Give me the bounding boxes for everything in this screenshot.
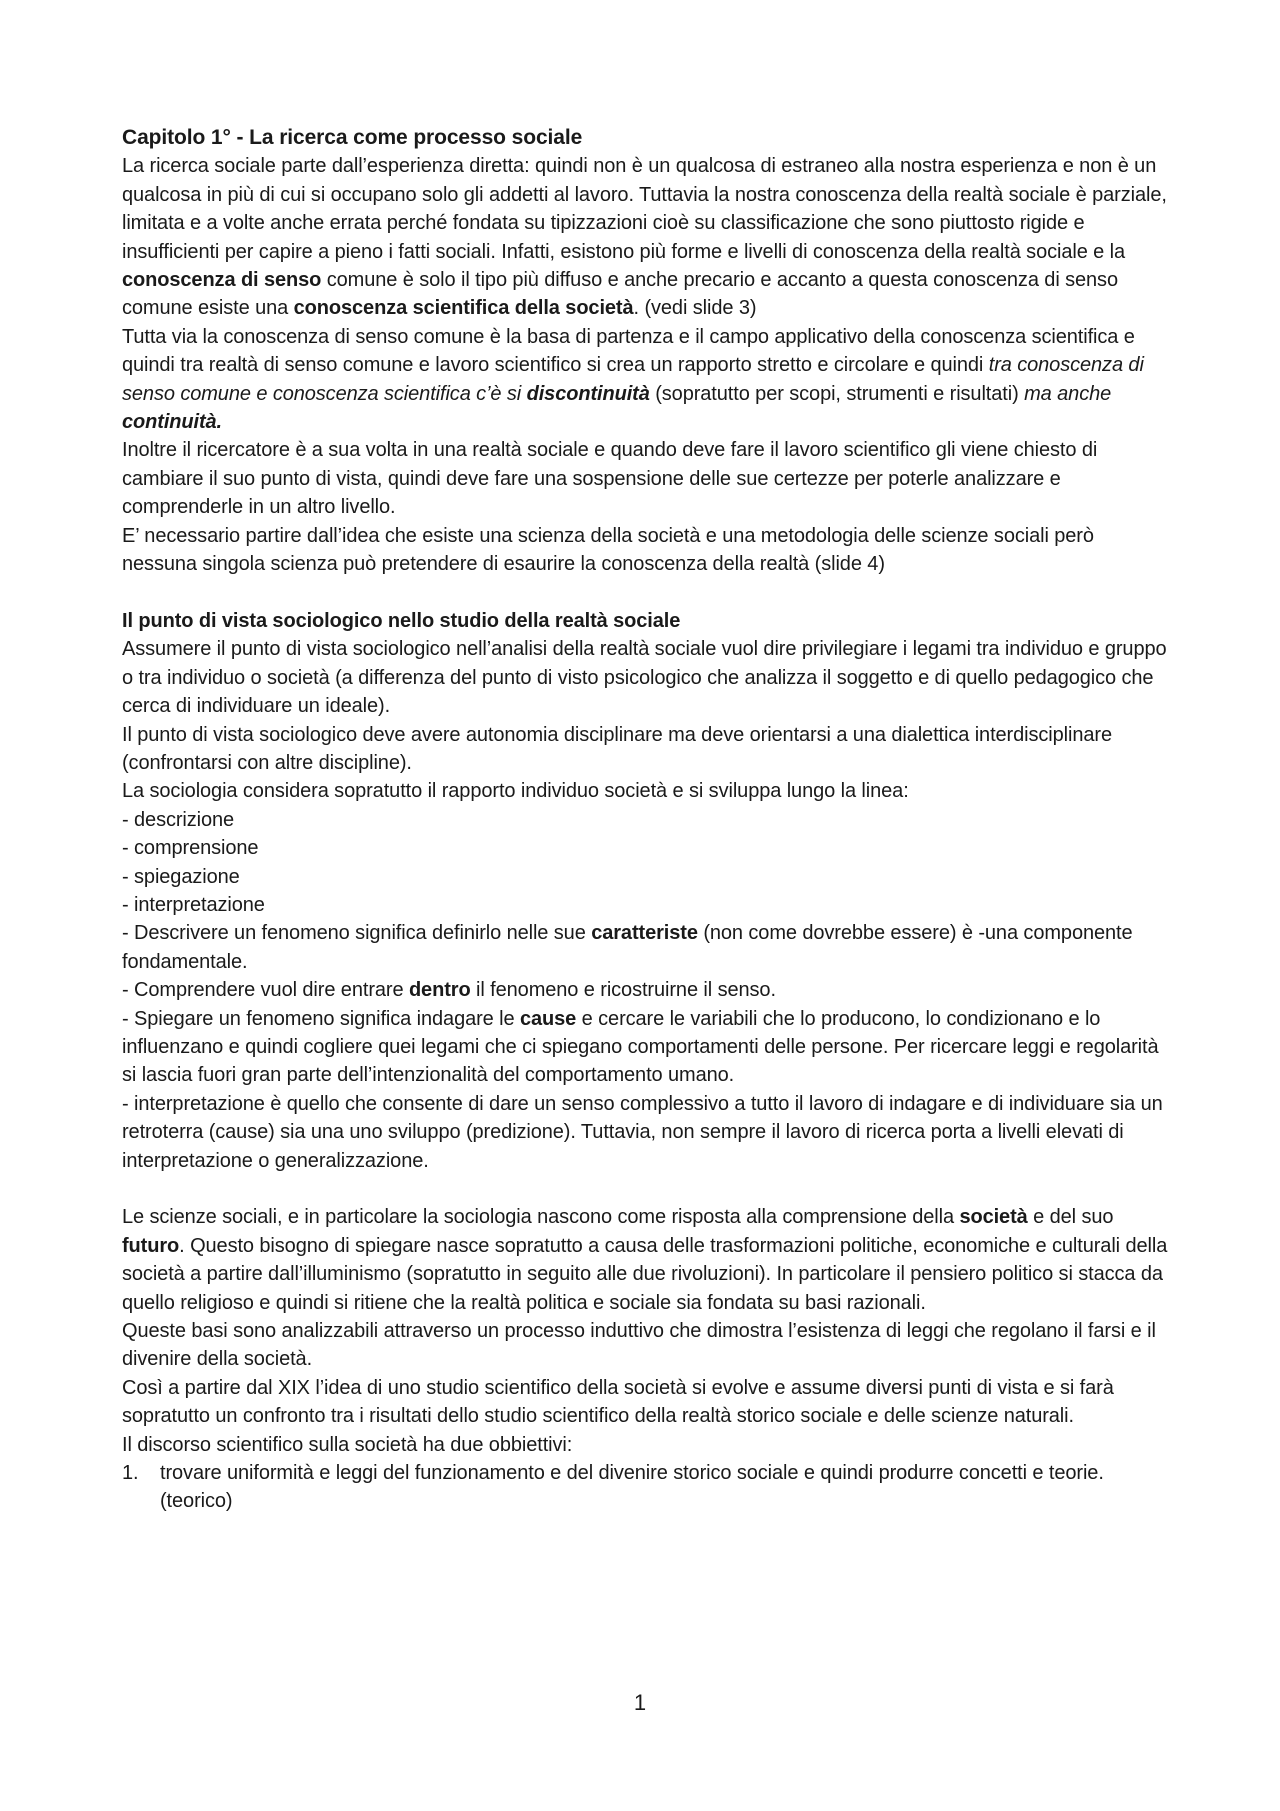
paragraph-science: E’ necessario partire dall’idea che esiste una scienza della società e una metodologia delle scienze sociali però nessuna singola scienza può pretendere di esaurire la conoscenza della realtà (slide 4) — [122, 524, 1094, 576]
italic-text: tra conoscenza di senso comune e conoscenza scientifica c’è si — [122, 354, 1144, 405]
text-run: - Spiegare un fenomeno significa indagare le — [122, 1007, 520, 1030]
paragraph-xix-century: Così a partire dal XIX l’idea di uno studio scientifico della società si evolve e assume diversi punti di vista e si farà sopratutto un confronto tra i risultati dello studio scientifico della realtà storico sociale e delle scienze naturali. — [122, 1376, 1114, 1428]
spacer — [122, 1175, 1172, 1203]
page-content — [122, 124, 1172, 1516]
text-run: La ricerca sociale parte dall’esperienza diretta: quindi non è un qualcosa di estraneo alla nostra esperienza e non è un qualcosa in più di cui si occupano solo gli addetti al lavoro. Tuttavia la nostra conoscenza della realtà sociale è parziale, limitata e a volte anche errata perché fondata su tipizzazioni cioè su classificazione che sono piuttosto rigide e insufficienti per capire a pieno i fatti sociali. Infatti, esistono più forme e livelli di conoscenza della realtà sociale e la — [122, 155, 1167, 263]
list-item: - interpretazione — [122, 893, 265, 916]
bold-term: conoscenza scientifica della società — [293, 297, 634, 320]
page-number: 1 — [633, 1690, 647, 1715]
bold-term: cause — [519, 1007, 577, 1030]
bold-italic-term: continuità. — [122, 411, 223, 434]
text-run: . Questo bisogno di spiegare nasce sopratutto a causa delle trasformazioni politiche, economiche e culturali della società a partire dall’illuminismo (sopratutto in seguito alle due rivoluzioni). In particolare il pensiero politico si stacca da quello religioso e quindi si ritiene che la realtà politica e sociale sia fondata su basi razionali. — [122, 1234, 1168, 1314]
bold-italic-term: discontinuità — [526, 382, 650, 405]
paragraph-sociology-line: La sociologia considera sopratutto il rapporto individuo società e si sviluppa lungo la linea: — [122, 780, 909, 803]
definition-description — [122, 919, 1172, 976]
chapter-heading: Capitolo 1° - La ricerca come processo sociale — [122, 126, 583, 149]
bold-term: società — [959, 1206, 1028, 1229]
paragraph-continuity — [122, 323, 1172, 437]
paragraph-viewpoint: Assumere il punto di vista sociologico nell’analisi della realtà sociale vuol dire privilegiare i legami tra individuo e gruppo o tra individuo o società (a differenza del punto di visto psicologico che analizza il soggetto e di quello pedagogico che cerca di individuare un ideale). — [122, 638, 1167, 718]
definition-interpretation: - interpretazione è quello che consente di dare un senso complessivo a tutto il lavoro di indagare e di individuare sia un retroterra (cause) sia una uno sviluppo (predizione). Tuttavia, non sempre il lavoro di ricerca porta a livelli elevati di interpretazione o generalizzazione. — [122, 1092, 1163, 1172]
bold-term: dentro — [408, 979, 471, 1002]
text-run: (non come dovrebbe essere) è -una componente fondamentale. — [122, 922, 1133, 973]
text-run: e del suo — [1027, 1206, 1114, 1229]
text-run: - Descrivere un fenomeno significa definirlo nelle sue — [122, 922, 592, 945]
list-item: - spiegazione — [122, 865, 240, 888]
text-run: il fenomeno e ricostruirne il senso. — [470, 979, 776, 1002]
italic-text: ma anche — [1024, 382, 1112, 405]
text-run: . (vedi slide 3) — [633, 297, 757, 320]
item-text: trovare uniformità e leggi del funzionamento e del divenire storico sociale e quindi produrre concetti e teorie. (teorico) — [160, 1462, 1104, 1513]
paragraph-inductive: Queste basi sono analizzabili attraverso un processo induttivo che dimostra l’esistenza di leggi che regolano il farsi e il divenire della società. — [122, 1320, 1156, 1371]
numbered-item — [122, 1459, 1172, 1516]
text-run: Le scienze sociali, e in particolare la sociologia nascono come risposta alla comprensione della — [122, 1206, 960, 1229]
paragraph-intro — [122, 152, 1172, 322]
bold-term: conoscenza di senso — [122, 269, 322, 292]
paragraph-researcher: Inoltre il ricercatore è a sua volta in una realtà sociale e quando deve fare il lavoro scientifico gli viene chiesto di cambiare il suo punto di vista, quindi deve fare una sospensione delle sue certezze per poterle analizzare e comprenderle in un altro livello. — [122, 439, 1098, 519]
paragraph-autonomy: Il punto di vista sociologico deve avere autonomia disciplinare ma deve orientarsi a una dialettica interdisciplinare (confrontarsi con altre discipline). — [122, 723, 1112, 774]
spacer — [122, 579, 1172, 607]
list-item: - descrizione — [122, 808, 235, 831]
text-run: (sopratutto per scopi, strumenti e risultati) — [649, 382, 1025, 405]
bold-term: futuro — [122, 1234, 180, 1257]
text-run: e cercare le variabili che lo producono, lo condizionano e lo influenzano e quindi cogliere quei legami che ci spiegano comportamenti delle persone. Per ricercare leggi e regolarità si lascia fuori gran parte dell’intenzionalità del comportamento umano. — [122, 1007, 1159, 1087]
text-run: - Comprendere vuol dire entrare — [122, 979, 409, 1002]
text-run: comune è solo il tipo più diffuso e anche precario e accanto a questa conoscenza di senso comune esiste una — [122, 269, 1118, 320]
section-heading: Il punto di vista sociologico nello studio della realtà sociale — [122, 609, 681, 632]
definition-comprehension — [122, 976, 1172, 1004]
paragraph-objectives: Il discorso scientifico sulla società ha due obbiettivi: — [122, 1433, 573, 1456]
bold-term: caratteriste — [591, 922, 698, 945]
definition-explanation — [122, 1005, 1172, 1090]
text-run: Tutta via la conoscenza di senso comune è la basa di partenza e il campo applicativo della conoscenza scientifica e quindi tra realtà di senso comune e lavoro scientifico si crea un rapporto stretto e circolare e quindi — [122, 325, 1135, 377]
paragraph-social-sciences — [122, 1203, 1172, 1317]
item-number: 1. — [122, 1462, 139, 1485]
list-item: - comprensione — [122, 837, 259, 860]
